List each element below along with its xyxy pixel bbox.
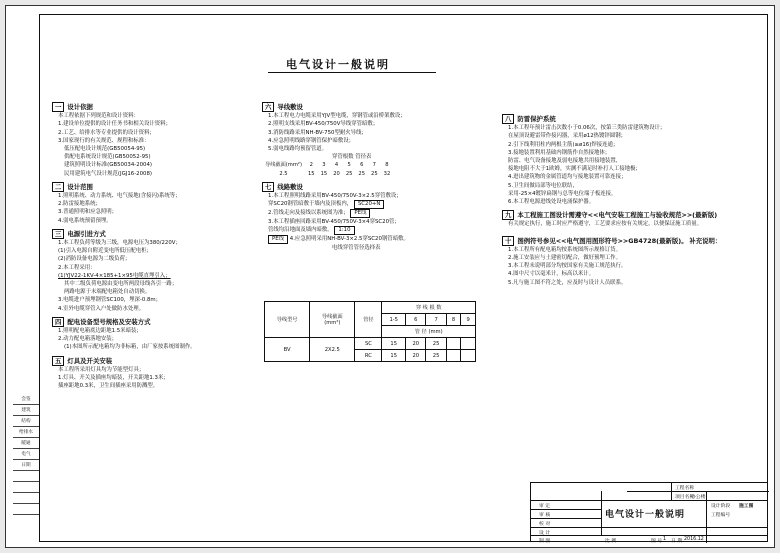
section-11-heading: 补充说明： — [689, 236, 722, 245]
strip-cell: 结构 — [13, 416, 39, 427]
s3-line: 1.本工程负荷等级为三级，电源电压为380/220V； — [58, 240, 181, 247]
s7-line: 3.本工程插座回路采用BV-450/750V-3×4穿SC20管； — [268, 219, 400, 226]
tb-label: 工程编号 — [711, 513, 731, 518]
tb-label: 设 计 — [539, 531, 551, 536]
tb-label: 工程名称 — [675, 486, 695, 491]
s1-line: 1.建设单位提供的设计任务书和相关设计资料； — [58, 121, 171, 128]
sheet-number: 1 — [663, 537, 667, 542]
s2-line: 4.弱电系统预留预埋。 — [58, 217, 112, 224]
s8-line: 接地电阻不大于1欧姆，实测不满足时补打人工接地极； — [508, 166, 641, 173]
s3-line: (2)消防设备电源为二级负荷； — [58, 256, 131, 263]
s3-line: 其中二级负荷电源由变电所两段母线各引一路； — [64, 281, 178, 288]
section-2-heading: 二 设计范围 — [52, 182, 93, 192]
s1-line: 2.工艺、给排水等专业提供的设计资料； — [58, 129, 155, 136]
s7-line: PE线 4.应急照明采用NH-BV-3×2.5穿SC20钢管暗敷。 — [262, 235, 484, 244]
s3-line: (1)引入电源自附近变电所低压配电柜； — [58, 248, 152, 255]
s5-line: 插座距地0.3米，卫生间插座采用防溅型。 — [58, 383, 159, 390]
section-10-heading: 十 图例符号参见<<电气图用图形符号>>GB4728(最新版)。 — [502, 236, 688, 246]
conduit-table-caption: 穿管根数 管径表 — [332, 154, 372, 161]
s2-line: 3.普通照明和应急照明； — [58, 209, 118, 216]
s8-line: 在屋顶设避雷带作接闪器，采用ø12热镀锌圆钢； — [508, 133, 626, 140]
s3-line: (1)YJV22-1KV-4×185+1×95电缆直埋引入； — [58, 272, 171, 279]
strip-cell — [13, 471, 39, 482]
s1-line: 本工程依据下列规范和设计资料： — [58, 113, 139, 120]
s8-line: 6.本工程电源进线处设电涌保护器。 — [508, 199, 595, 206]
s3-line: 3.电缆进户预埋钢管SC100，埋深-0.8m； — [58, 297, 162, 304]
s3-line: 4.室外电缆穿管入户处做防水处理。 — [58, 305, 145, 312]
strip-cell: 日期 — [13, 460, 39, 471]
s1-line: 3.国家现行的有关规范、规程和标准： — [58, 137, 150, 144]
tb-label: 日 期 — [671, 539, 683, 544]
page-title: 电气设计一般说明 — [286, 58, 390, 71]
strip-cell: 电气 — [13, 449, 39, 460]
wire-conduit-table — [264, 301, 476, 362]
project-name: 办公楼 — [691, 495, 706, 500]
s8-line: 防雷、电气设备接地及弱电接地共用接地装置， — [508, 158, 622, 165]
strip-cell: 给排水 — [13, 427, 39, 438]
s11-line: 1.本工程所有配电箱均按系统图所示规格订货。 — [508, 246, 621, 253]
title-block — [530, 482, 768, 542]
design-phase: 施工图 — [739, 504, 754, 509]
s3-line: 2.本工程采用： — [58, 264, 96, 271]
strip-cell: 暖通 — [13, 438, 39, 449]
section-5-heading: 五 灯具及开关安装 — [52, 356, 112, 366]
s7-line: 管线均沿地面及墙内暗敷。 1:10 — [262, 226, 484, 235]
section-6-heading: 六 导线敷设 — [262, 102, 303, 112]
s7-line: 1.本工程照明线路采用BV-450/750V-3×2.5穿管敷设； — [268, 193, 402, 200]
conduit-table — [262, 161, 393, 177]
s2-line: 2.防雷接地系统； — [58, 201, 101, 208]
s8-line: 2.引下线利用柱内两根主筋(≥ø16)焊接连通； — [508, 141, 619, 148]
s8-line: 3.接地装置利用基础内钢筋作自然接地体； — [508, 149, 611, 156]
table-row: 导线截面(mm²) 2 3 4 5 6 7 8 — [265, 162, 389, 169]
right-column — [502, 110, 764, 287]
tb-label: 设计阶段 — [711, 504, 731, 509]
tb-label: 审 定 — [539, 504, 551, 509]
s1-line: 低压配电设计规范(GB50054-95) — [64, 146, 146, 153]
date-value: 2016.12 — [684, 537, 704, 542]
s7-line: 2.管线走向及接线以系统图为准； PE线 — [262, 209, 484, 218]
s4-line: 1.照明配电箱底边距地1.5米暗装； — [58, 328, 142, 335]
s4-line: (1)本图所示配电箱均为非标箱，由厂家按系统图制作。 — [64, 344, 196, 351]
s8-line: 4.进出建筑物的金属管道均与接地装置可靠连接； — [508, 174, 627, 181]
s11-line: 3.本工程未说明部分均按国家有关施工规范执行。 — [508, 263, 627, 270]
strip-cell: 会签 — [13, 394, 39, 405]
s2-line: 1.照明系统、动力系统、电气接地(含接闪)系统等； — [58, 193, 181, 200]
s1-line: 建筑照明设计标准(GB50034-2004) — [64, 162, 153, 169]
section-1-heading: 一 设计依据 — [52, 102, 93, 112]
tb-label: 制 图 — [539, 539, 551, 544]
tb-label: 审 核 — [539, 513, 551, 518]
s7-line: 穿SC20钢管暗敷于墙内及顶板内， SC20+N — [262, 200, 484, 209]
strip-cell — [13, 504, 39, 515]
s1-line: 民用建筑电气设计规范(JGJ16-2008) — [64, 170, 152, 177]
drawing-sheet — [5, 5, 775, 548]
s11-line: 4.图中尺寸以毫米计，标高以米计。 — [508, 271, 595, 278]
s6-line: 5.弱电线路均预留管道。 — [268, 146, 328, 153]
table-row: 导线型号 导线截面 (mm²) 管径 穿 线 根 数 — [265, 302, 476, 314]
drawing-name: 电气设计一般说明 — [605, 510, 686, 520]
section-4-heading: 四 配电设备型号规格及安装方式 — [52, 317, 150, 327]
s6-line: 3.消防线路采用NH-BV-750型耐火导线； — [268, 129, 367, 136]
strip-cell — [13, 493, 39, 504]
s8-line: 1.本工程年预计雷击次数小于0.06次，按第三类防雷建筑物设计； — [508, 125, 666, 132]
table-row: 1-5 6 7 8 9 — [265, 314, 476, 326]
s6-line: 2.照明支线采用BV-450/750V导线穿管暗敷； — [268, 121, 379, 128]
s11-line: 2.施工安装应与土建密切配合，做好预埋工作。 — [508, 255, 621, 262]
table-row: 管 径 (mm) — [265, 326, 476, 338]
s1-line: 供配电系统设计规范(GB50052-95) — [64, 154, 151, 161]
s4-line: 2.动力配电箱落地安装； — [58, 336, 118, 343]
s8-line: 5.卫生间做局部等电位联结， — [508, 182, 578, 189]
strip-cell: 建筑 — [13, 405, 39, 416]
big-table-caption: 电线穿管管径选择表 — [332, 245, 381, 252]
s8-line: 采用-25×4镀锌扁钢与总等电位端子板连接。 — [508, 190, 617, 197]
section-3-heading: 三 电源引进方式 — [52, 229, 106, 239]
strip-cell — [13, 482, 39, 493]
table-row: RC 15 20 25 — [265, 350, 476, 362]
middle-column — [262, 98, 484, 253]
table-row: BV 2X2.5 SC 15 20 25 — [265, 338, 476, 350]
countersign-strip — [13, 394, 39, 515]
section-9-heading: 九 本工程施工图设计需遵守<<电气安装工程施工与验收规范>>(最新版) — [502, 210, 717, 220]
s11-line: 5.凡与施工图不符之处，应及时与设计人员联系。 — [508, 279, 627, 286]
tb-label: 项目名称 — [675, 495, 695, 500]
s6-line: 4.应急照明线路穿钢管保护暗敷设； — [268, 137, 355, 144]
s9-line: 有关规定执行，施工时应严格遵守，工艺要求应按有关规定，以便保证施工质量。 — [508, 221, 703, 228]
s5-line: 1.灯具、开关及插座均暗装，开关距地1.3米； — [58, 375, 169, 382]
tb-label: 比 例 — [605, 539, 617, 544]
s5-line: 本工程所采用灯具均为节能型灯具； — [58, 366, 145, 373]
tb-label: 图 号 — [651, 539, 663, 544]
table-row: 2.5 15 15 20 25 25 25 32 — [279, 170, 391, 177]
tb-label: 校 对 — [539, 522, 551, 527]
title-underline — [268, 72, 436, 73]
section-8-heading: 八 防雷保护系统 — [502, 114, 556, 124]
section-7-heading: 七 线路敷设 — [262, 182, 303, 192]
left-column — [52, 98, 252, 391]
s3-line: 两路电源于末端配电箱处自动切换。 — [64, 289, 151, 296]
s6-line: 1.本工程电力电缆采用YJV型电缆，穿钢管或沿桥架敷设； — [268, 113, 406, 120]
